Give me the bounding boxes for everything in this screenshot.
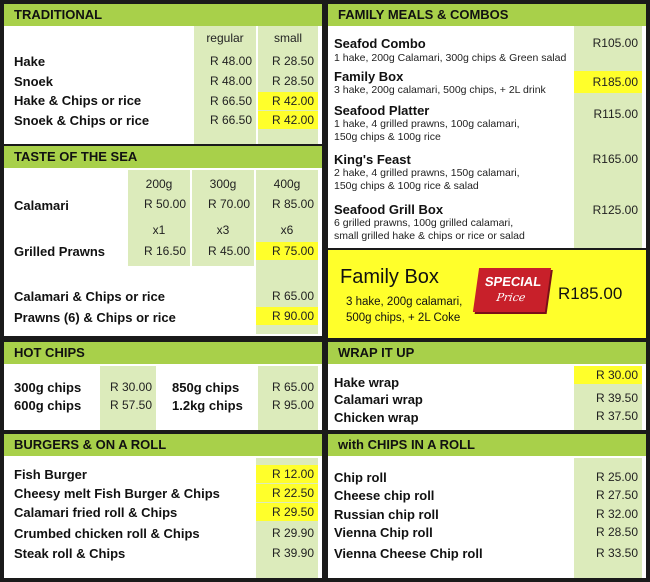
menu-item-name: Seafod Combo (334, 36, 426, 51)
special-desc: 3 hake, 200g calamari, (346, 296, 463, 308)
menu-item-price-highlight: R 12.00 (256, 465, 318, 483)
menu-item-name: 850g chips (172, 380, 240, 395)
col-regular-label: regular (206, 31, 244, 45)
burgers-header: BURGERS & ON A ROLL (4, 434, 322, 456)
menu-item-price-highlight: R 42.00 (258, 111, 318, 129)
menu-item-price: R115.00 (593, 107, 638, 121)
menu-item-price: R 45.00 (207, 244, 250, 258)
menu-item-desc: 1 hake, 4 grilled prawns, 100g calamari, (334, 118, 520, 130)
menu-item-price: R 65.00 (271, 289, 314, 303)
traditional-header: TRADITIONAL (4, 4, 322, 26)
menu-item-price: R 28.50 (595, 525, 638, 539)
menu-item-price: R 28.50 (271, 74, 314, 88)
menu-item-price-highlight: R 90.00 (256, 307, 318, 325)
menu-item-price: R 29.90 (271, 526, 314, 540)
menu-item-price: R 50.00 (143, 197, 186, 211)
menu-item-price: R125.00 (592, 203, 638, 217)
menu-item-name: Hake wrap (334, 375, 400, 390)
menu-item-price: R 32.00 (595, 507, 638, 521)
sea-header: TASTE OF THE SEA (4, 146, 322, 168)
menu-item-desc: 6 grilled prawns, 100g grilled calamari, (334, 217, 514, 229)
menu-item-name: Snoek (14, 74, 54, 89)
hotchips-header: HOT CHIPS (4, 342, 322, 364)
menu-item-desc: small grilled hake & chips or rice or salad (334, 230, 525, 242)
menu-item-name: Hake & Chips or rice (14, 93, 142, 108)
menu-item-name: Hake (14, 54, 46, 69)
menu-item-name: Crumbed chicken roll & Chips (14, 526, 200, 541)
menu-item-name: King's Feast (334, 152, 411, 167)
menu-item-name: Snoek & Chips or rice (14, 113, 150, 128)
menu-item-price: R 95.00 (271, 398, 314, 412)
menu-item-price: R 37.50 (595, 409, 638, 423)
menu-item-name: 300g chips (14, 380, 82, 395)
menu-item-price: R 57.50 (109, 398, 152, 412)
menu-item-price: R 33.50 (595, 546, 638, 560)
menu-item-name: Calamari & Chips or rice (14, 289, 165, 304)
menu-item-price: R 66.50 (209, 94, 252, 108)
badge-special-text: SPECIAL (483, 274, 543, 289)
menu-item-name: Cheesy melt Fish Burger & Chips (14, 486, 220, 501)
menu-item-price: R 48.00 (209, 54, 252, 68)
menu-item-desc: 150g chips & 100g rice (334, 131, 441, 143)
size-label: 300g (209, 177, 237, 191)
menu-item-price-highlight: R 22.50 (256, 484, 318, 502)
menu-item-price-highlight: R 75.00 (256, 242, 318, 260)
chiproll-header: with CHIPS IN A ROLL (328, 434, 646, 456)
size-label: 400g (273, 177, 301, 191)
special-price: R185.00 (558, 284, 623, 303)
menu-item-name: Russian chip roll (334, 507, 439, 522)
menu-item-price: R 39.90 (271, 546, 314, 560)
badge-price-text: Price (495, 291, 527, 304)
special-desc: 500g chips, + 2L Coke (346, 312, 461, 324)
menu-item-name: Calamari wrap (334, 392, 423, 407)
menu-item-name: Family Box (334, 69, 404, 84)
menu-item-desc: 1 hake, 200g Calamari, 300g chips & Green salad (334, 52, 567, 64)
menu-item-name: Seafood Platter (334, 103, 430, 118)
qty-label: x6 (280, 223, 294, 237)
size-label: 200g (145, 177, 173, 191)
qty-label: x1 (152, 223, 166, 237)
menu-item-name: Calamari (14, 198, 69, 213)
menu-item-price: R 16.50 (143, 244, 186, 258)
wrap-header: WRAP IT UP (328, 342, 646, 364)
menu-item-name: Chicken wrap (334, 410, 419, 425)
menu-item-price-highlight: R 42.00 (258, 92, 318, 110)
col-small-label: small (273, 31, 302, 45)
menu-item-desc: 3 hake, 200g calamari, 500g chips, + 2L drink (334, 84, 546, 96)
menu-item-name: Prawns (6) & Chips or rice (14, 310, 176, 325)
menu-item-name: Chip roll (334, 470, 387, 485)
menu-item-price: R 27.50 (595, 488, 638, 502)
menu-item-price: R 66.50 (209, 113, 252, 127)
menu-item-desc: 150g chips & 100g rice & salad (334, 180, 479, 192)
special-title: Family Box (340, 266, 439, 288)
menu-item-price: R105.00 (592, 36, 638, 50)
menu-item-price-highlight: R 30.00 (574, 366, 642, 384)
menu-item-price-highlight: R 29.50 (256, 503, 318, 521)
menu-item-name: 600g chips (14, 398, 82, 413)
menu-item-price: R 65.00 (271, 380, 314, 394)
menu-item-price: R 48.00 (209, 74, 252, 88)
menu-item-price: R 85.00 (271, 197, 314, 211)
menu-item-name: 1.2kg chips (172, 398, 243, 413)
menu-item-name: Calamari fried roll & Chips (14, 505, 178, 520)
menu-item-name: Vienna Chip roll (334, 525, 433, 540)
menu-item-desc: 2 hake, 4 grilled prawns, 150g calamari, (334, 167, 520, 179)
family-header: FAMILY MEALS & COMBOS (328, 4, 646, 26)
menu-item-price-highlight: R185.00 (574, 71, 642, 93)
menu-item-price: R 39.50 (595, 391, 638, 405)
menu-item-name: Cheese chip roll (334, 488, 435, 503)
menu-item-price: R 28.50 (271, 54, 314, 68)
qty-label: x3 (216, 223, 230, 237)
menu-item-price: R 30.00 (109, 380, 152, 394)
menu-item-price: R 25.00 (595, 470, 638, 484)
menu-item-name: Seafood Grill Box (334, 202, 444, 217)
special-price-badge (473, 268, 551, 312)
menu-item-name: Vienna Cheese Chip roll (334, 546, 483, 561)
menu-item-price: R165.00 (592, 152, 638, 166)
menu-item-name: Grilled Prawns (14, 244, 106, 259)
menu-item-name: Steak roll & Chips (14, 546, 126, 561)
menu-item-name: Fish Burger (14, 467, 87, 482)
menu-item-price: R 70.00 (207, 197, 250, 211)
